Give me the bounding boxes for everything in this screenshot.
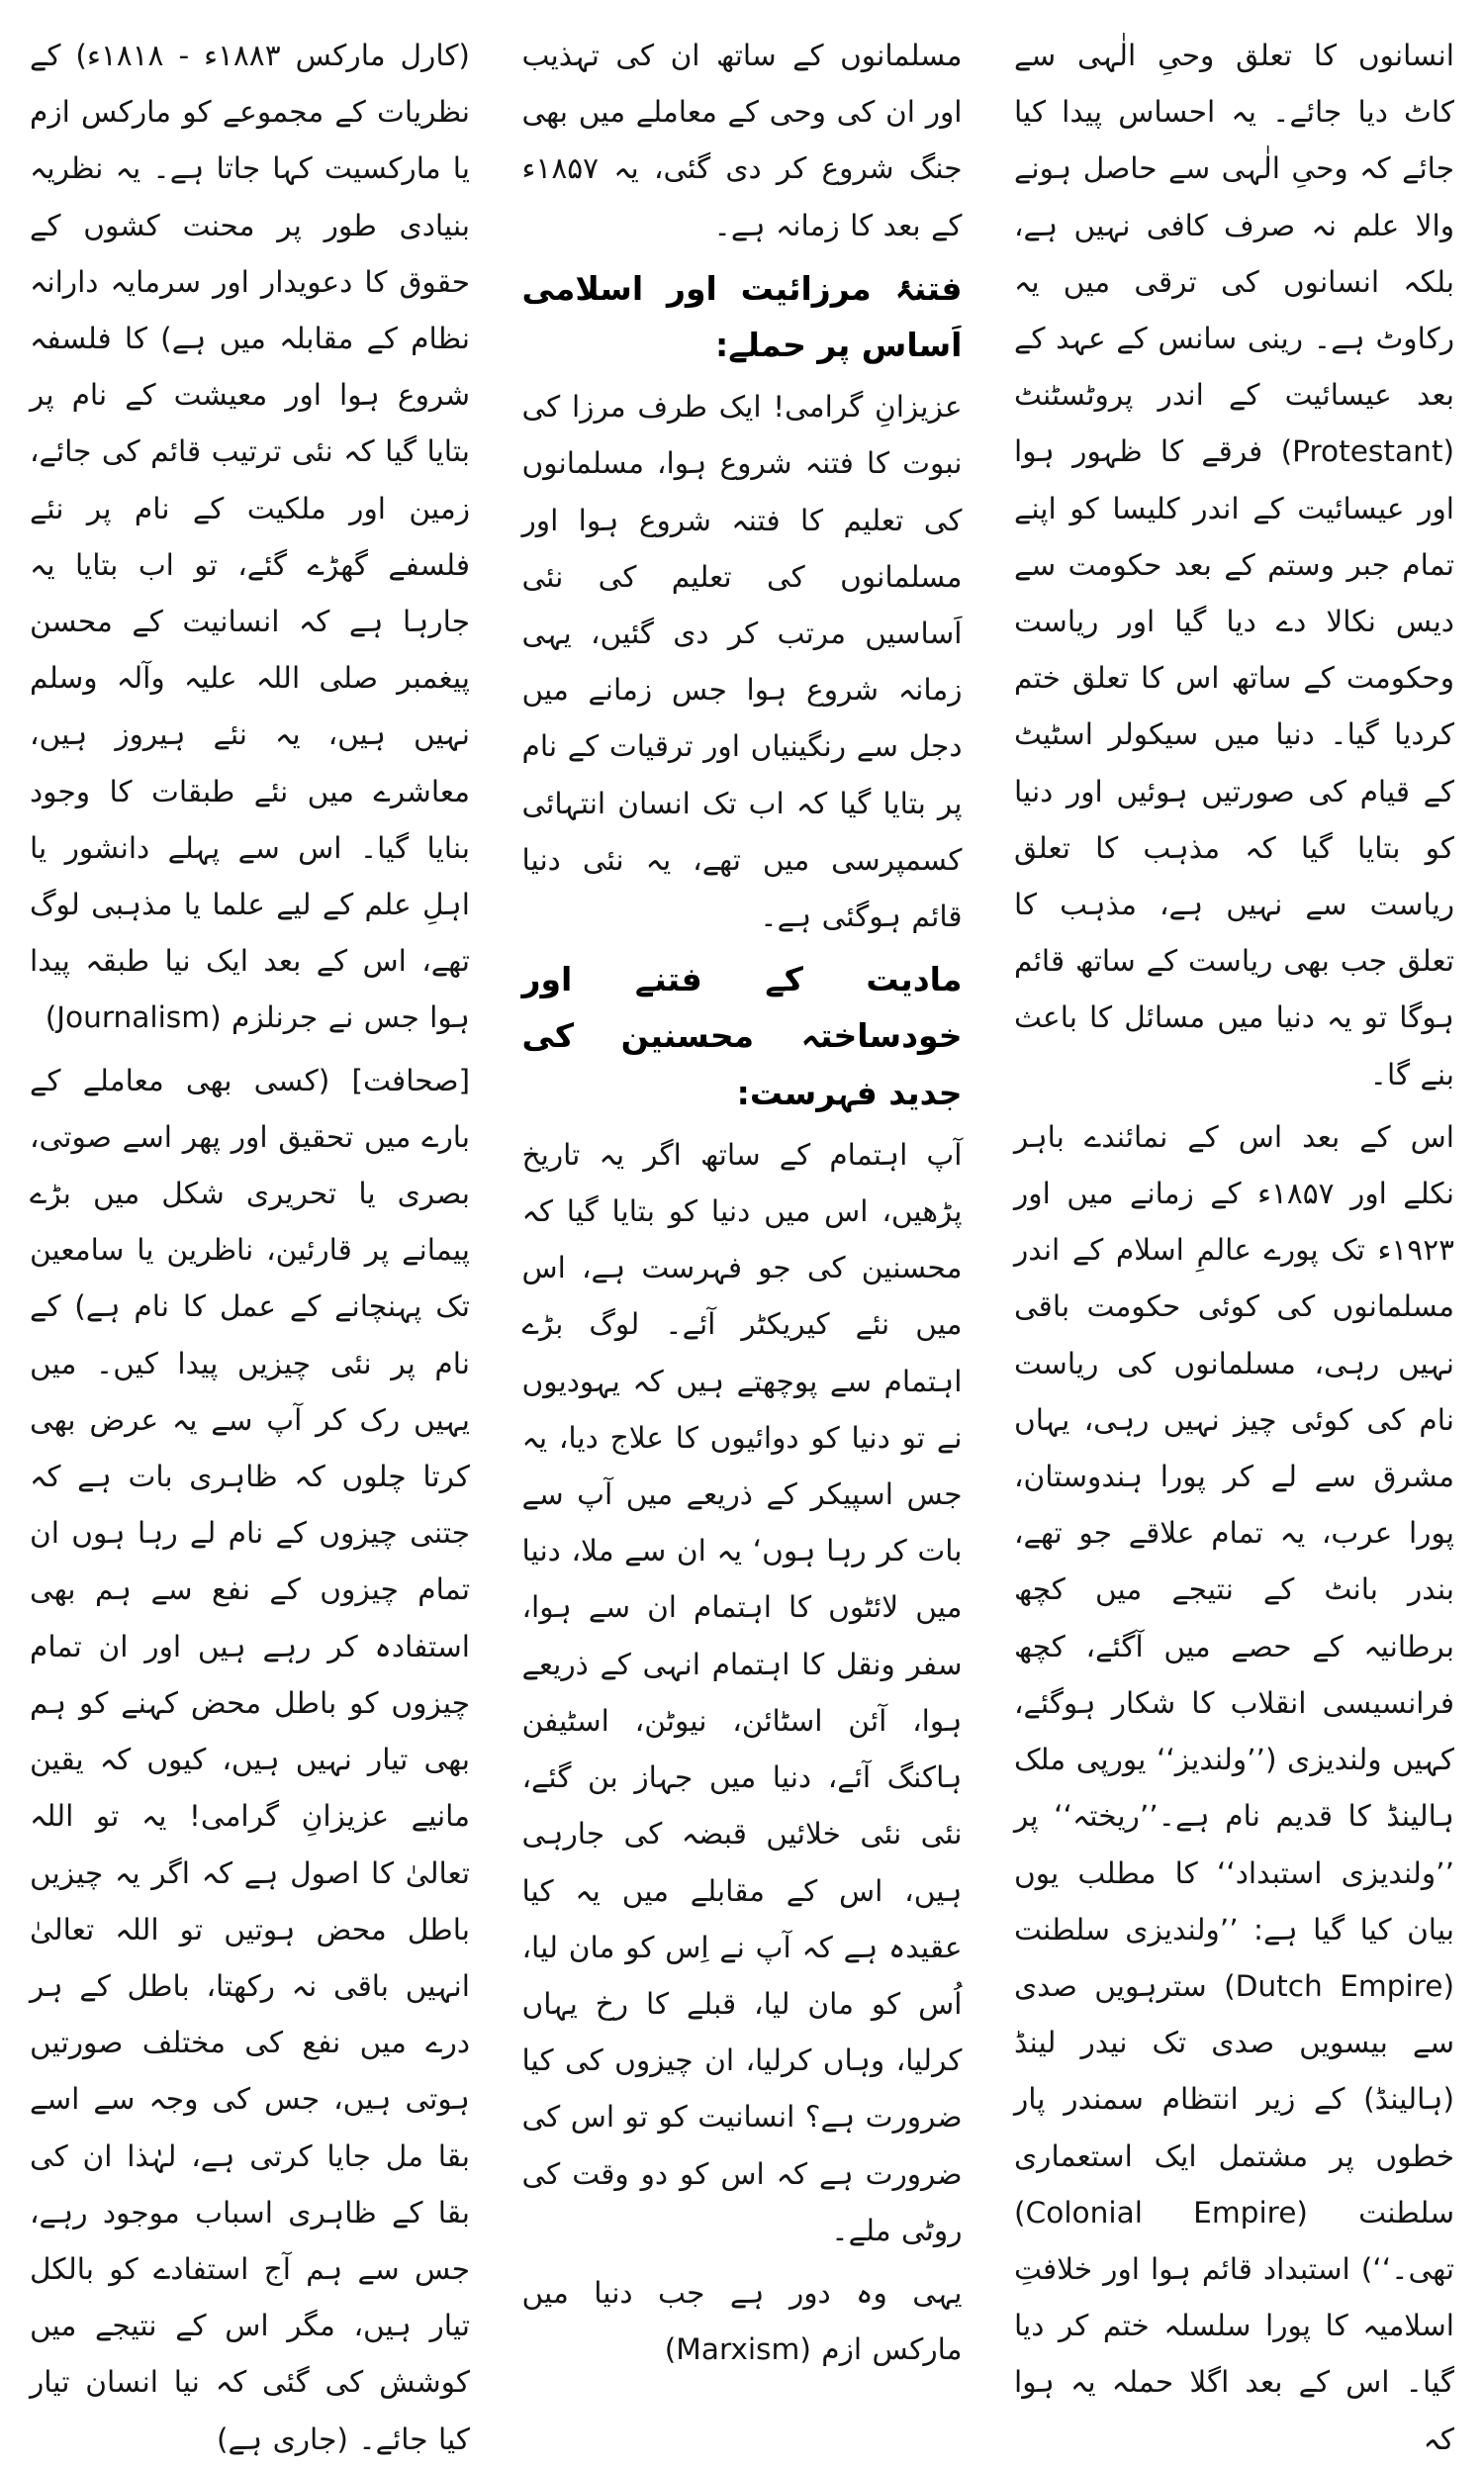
paragraph-war-on-civilization: مسلمانوں کے ساتھ ان کی تہذیب اور ان کی وحی کے معاملے میں بھی جنگ شروع کر دی گئی، یہ ۱۸۵۷ء کے بعد کا زمانہ ہے۔	[521, 39, 963, 242]
column-middle	[521, 28, 963, 2367]
paragraph-education-fitna: عزیزانِ گرامی! ایک طرف مرزا کی نبوت کا فتنہ شروع ہوا، مسلمانوں کی تعلیم کا فتنہ شروع ہوا اور مسلمانوں کی تعلیم کی نئی اَساسیں مرتب کر دی گئیں، یہی زمانہ شروع ہوا جس زمانے میں دجل سے رنگینیاں اور ترقیات کے نام پر بتایا گیا کہ اب تک انسان انتہائی کسمپرسی میں تھے، یہ نئی دنیا قائم ہوگئی ہے۔	[521, 390, 963, 934]
paragraph-revelation-secularism: انسانوں کا تعلق وحیِ الٰہی سے کاٹ دیا جائے۔ یہ احساس پیدا کیا جائے کہ وحیِ الٰہی سے حاصل ہونے والا علم نہ صرف کافی نہیں ہے، بلکہ انسانوں کی ترقی میں یہ رکاوٹ ہے۔ رینی سانس کے عہد کے بعد عیسائیت کے اندر پروٹسٹنٹ (Protestant) فرقے کا ظہور ہوا اور عیسائیت کے اندر کلیسا کو اپنے تمام جبر وستم کے بعد حکومت سے دیس نکالا دے دیا گیا اور ریاست وحکومت کے ساتھ اس کا تعلق ختم کردیا گیا۔ دنیا میں سیکولر اسٹیٹ کے قیام کی صورتیں ہوئیں اور دنیا کو بتایا گیا کہ مذہب کا تعلق ریاست سے نہیں ہے، مذہب کا تعلق جب بھی ریاست کے ساتھ قائم ہوگا تو یہ دنیا میں مسائل کا باعث بنے گا۔	[1014, 39, 1454, 1092]
paragraph-colonial-rule: اس کے بعد اس کے نمائندے باہر نکلے اور ۱۸۵۷ء کے زمانے میں اور ۱۹۲۳ء تک پورے عالمِ اسلام کے اندر مسلمانوں کی کوئی حکومت باقی نہیں رہی، مسلمانوں کی ریاست نام کی کوئی چیز نہیں رہی، یہاں مشرق سے لے کر پورا ہندوستان، پورا عرب، یہ تمام علاقے جو تھے، بندر بانٹ کے نتیجے میں کچھ برطانیہ کے حصے میں آگئے، کچھ فرانسیسی انقلاب کا شکار ہوگئے، کہیں ولندیزی (’’ولندیز‘‘ یورپی ملک ہالینڈ کا قدیم نام ہے۔’’ریختہ‘‘ پر ’’ولندیزی استبداد‘‘ کا مطلب یوں بیان کیا گیا ہے: ’’ولندیزی سلطنت (Dutch Empire) سترہویں صدی سے بیسویں صدی تک نیدر لینڈ (ہالینڈ) کے زیر انتظام سمندر پار خطوں پر مشتمل ایک استعماری سلطنت (Colonial Empire) تھی۔‘‘) استبداد قائم ہوا اور خلافتِ اسلامیہ کا پورا سلسلہ ختم کر دیا گیا۔ اس کے بعد اگلا حملہ یہ ہوا کہ	[1014, 1119, 1454, 2456]
column-left	[30, 28, 470, 2456]
heading-mirzaiyat-fitna: فتنۂ مرزائیت اور اسلامی اَساس پر حملے:	[521, 268, 963, 365]
article-columns	[30, 28, 1454, 2456]
paragraph-journalism: [صحافت] (کسی بھی معاملے کے بارے میں تحقیق اور پھر اسے صوتی، بصری یا تحریری شکل میں بڑے پیمانے پر قارئین، ناظرین یا سامعین تک پہنچانے کے عمل کا نام ہے) کے نام پر نئی چیزیں پیدا کیں۔ میں یہیں رک کر آپ سے یہ عرض بھی کرتا چلوں کہ ظاہری بات ہے کہ جتنی چیزوں کے نام لے رہا ہوں ان تمام چیزوں کے نفع سے ہم بھی استفادہ کر رہے ہیں اور ان تمام چیزوں کو باطل محض کہنے کو ہم بھی تیار نہیں ہیں، کیوں کہ یقین مانیے عزیزانِ گرامی! یہ تو اللہ تعالیٰ کا اصول ہے کہ اگر یہ چیزیں باطل محض ہوتیں تو اللہ تعالیٰ انہیں باقی نہ رکھتا، باطل کے ہر درے میں نفع کی مختلف صورتیں ہوتی ہیں، جس کی وجہ سے اسے بقا مل جایا کرتی ہے، لہٰذا ان کی بقا کے ظاہری اسباب موجود رہے، جس سے ہم آج استفادے کو بالکل تیار ہیں، مگر اس کے نتیجے میں کوشش کی گئی کہ نیا انسان تیار کیا جائے۔ (جاری ہے)	[30, 1063, 470, 2456]
paragraph-marxism-definition: (کارل مارکس ۱۸۸۳ء - ۱۸۱۸ء) کے نظریات کے مجموعے کو مارکس ازم یا مارکسیت کہا جاتا ہے۔ یہ نظریہ بنیادی طور پر محنت کشوں کے حقوق کا دعویدار اور سرمایہ دارانہ نظام کے مقابلہ میں ہے) کا فلسفہ شروع ہوا اور معیشت کے نام پر بتایا گیا کہ نئی ترتیب قائم کی جائے، زمین اور ملکیت کے نام پر نئے فلسفے گھڑے گئے، تو اب بتایا یہ جارہا ہے کہ انسانیت کے محسن پیغمبر صلی اللہ علیہ وآلہ وسلم نہیں ہیں، یہ نئے ہیروز ہیں، معاشرے میں نئے طبقات کا وجود بنایا گیا۔ اس سے پہلے دانشور یا اہلِ علم کے لیے علما یا مذہبی لوگ تھے، اس کے بعد ایک نیا طبقہ پیدا ہوا جس نے جرنلزم (Journalism)	[30, 39, 470, 1035]
heading-materialism-fitna: مادیت کے فتنے اور خودساختہ محسنین کی جدید فہرست:	[521, 960, 963, 1112]
paragraph-marxism-intro: یہی وہ دور ہے جب دنیا میں مارکس ازم (Marxism)	[521, 2275, 963, 2367]
column-right	[1014, 28, 1454, 2456]
paragraph-benefactors-list: آپ اہتمام کے ساتھ اگر یہ تاریخ پڑھیں، اس میں دنیا کو بتایا گیا کہ محسنین کی جو فہرست ہے، اس میں نئے کیریکٹر آئے۔ لوگ بڑے اہتمام سے پوچھتے ہیں کہ یہودیوں نے تو دنیا کو دوائیوں کا علاج دیا، یہ جس اسپیکر کے ذریعے میں آپ سے بات کر رہا ہوں‘ یہ ان سے ملا، دنیا میں لائٹوں کا اہتمام ان سے ہوا، سفر ونقل کا اہتمام انہی کے ذریعے ہوا، آئن اسٹائن، نیوٹن، اسٹیفن ہاکنگ آئے، دنیا میں جہاز بن گئے، نئی نئی خلائیں قبضہ کی جارہی ہیں، اس کے مقابلے میں یہ کیا عقیدہ ہے کہ آپ نے اِس کو مان لیا، اُس کو مان لیا، قبلے کا رخ یہاں کرلیا، وہاں کرلیا، ان چیزوں کی کیا ضرورت ہے؟ انسانیت کو تو اس کی ضرورت ہے کہ اس کو دو وقت کی روٹی ملے۔	[521, 1137, 963, 2247]
